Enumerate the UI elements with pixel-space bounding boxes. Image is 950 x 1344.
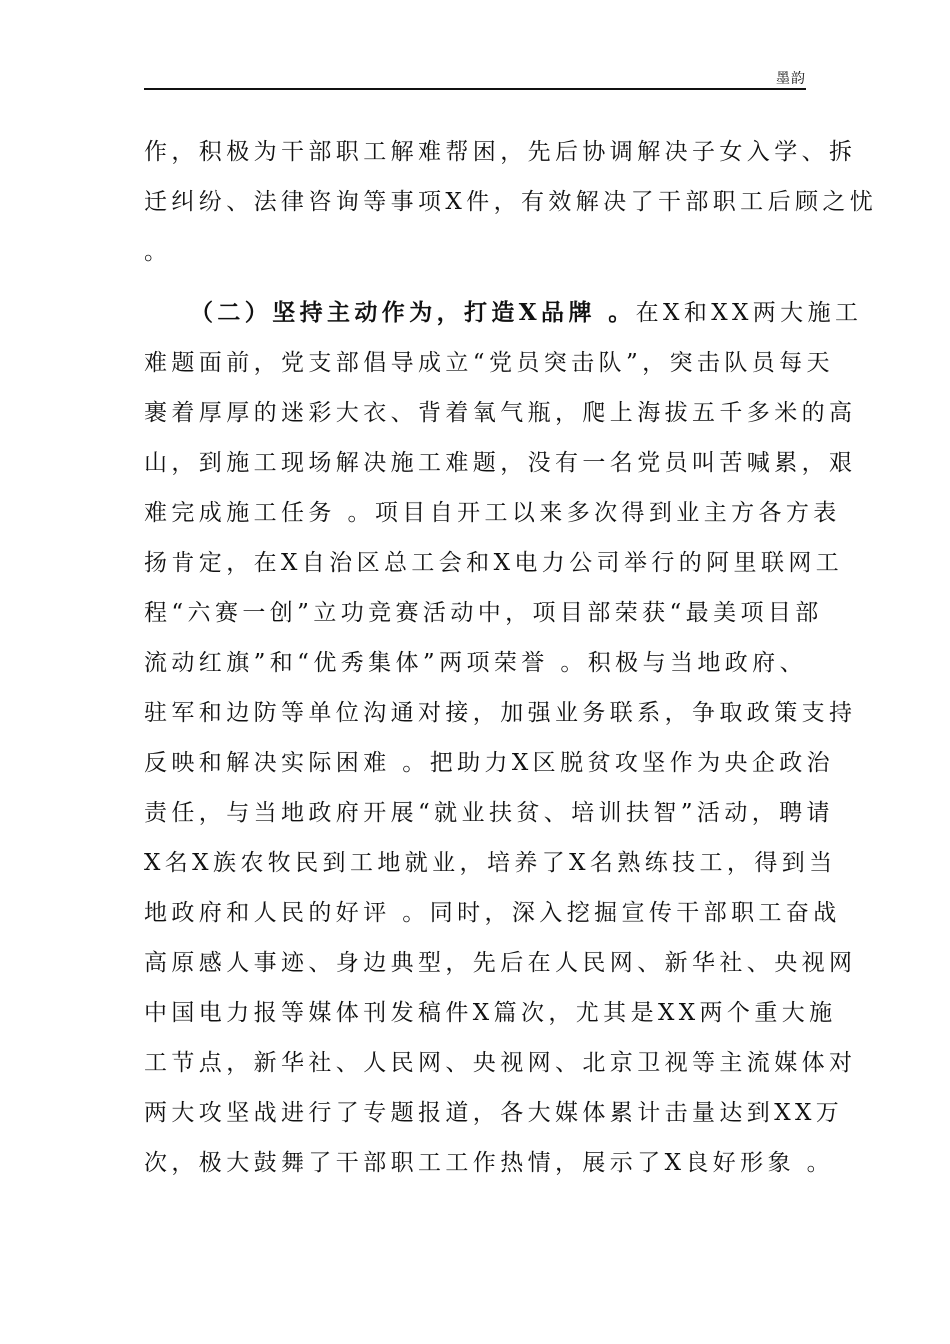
text-line: 驻军和边防等单位沟通对接，加强业务联系，争取政策支持 xyxy=(144,700,857,726)
text-line: 作，积极为干部职工解难帮困，先后协调解决子女入学、拆 xyxy=(144,139,857,165)
text-line: 地政府和人民的好评 。同时，深入挖掘宣传干部职工奋战 xyxy=(144,900,841,926)
text-line: 工节点，新华社、人民网、央视网、北京卫视等主流媒体对 xyxy=(144,1050,857,1076)
text-line: 难题面前，党支部倡导成立“党员突击队”，突击队员每天 xyxy=(144,350,834,376)
text-line: 高原感人事迹、身边典型，先后在人民网、新华社、央视网 xyxy=(144,950,857,976)
text-line: 程“六赛一创”立功竞赛活动中，项目部荣获“最美项目部 xyxy=(144,600,823,626)
text-line: 中国电力报等媒体刊发稿件X篇次，尤其是XX两个重大施 xyxy=(144,1000,837,1026)
text-line: 山，到施工现场解决施工难题，没有一名党员叫苦喊累，艰 xyxy=(144,450,857,476)
text-line: 反映和解决实际困难 。把助力X区脱贫攻坚作为央企政治 xyxy=(144,750,835,776)
section-first-line-text: 在X和XX两大施工 xyxy=(635,300,863,326)
text-line: 责任，与当地政府开展“就业扶贫、培训扶智”活动，聘请 xyxy=(144,800,834,826)
text-line: 扬肯定，在X自治区总工会和X电力公司举行的阿里联网工 xyxy=(144,550,844,576)
text-line: 难完成施工任务 。项目自开工以来多次得到业主方各方表 xyxy=(144,500,841,526)
text-line: 次，极大鼓舞了干部职工工作热情，展示了X良好形象 。 xyxy=(144,1150,835,1176)
section-first-line xyxy=(190,298,863,328)
text-line: 迁纠纷、法律咨询等事项X件，有效解决了干部职工后顾之忧 xyxy=(144,189,878,215)
text-line: 裹着厚厚的迷彩大衣、背着氧气瓶，爬上海拔五千多米的高 xyxy=(144,400,857,426)
section-heading: （二）坚持主动作为，打造X品牌 。 xyxy=(190,299,636,326)
header-rule xyxy=(144,88,806,90)
text-line: 。 xyxy=(144,239,172,265)
text-line: X名X族农牧民到工地就业，培养了X名熟练技工，得到当 xyxy=(144,850,837,876)
text-line: 流动红旗”和“优秀集体”两项荣誉 。积极与当地政府、 xyxy=(144,650,807,676)
header-label: 墨韵 xyxy=(776,71,806,87)
text-line: 两大攻坚战进行了专题报道，各大媒体累计击量达到XX万 xyxy=(144,1100,844,1126)
